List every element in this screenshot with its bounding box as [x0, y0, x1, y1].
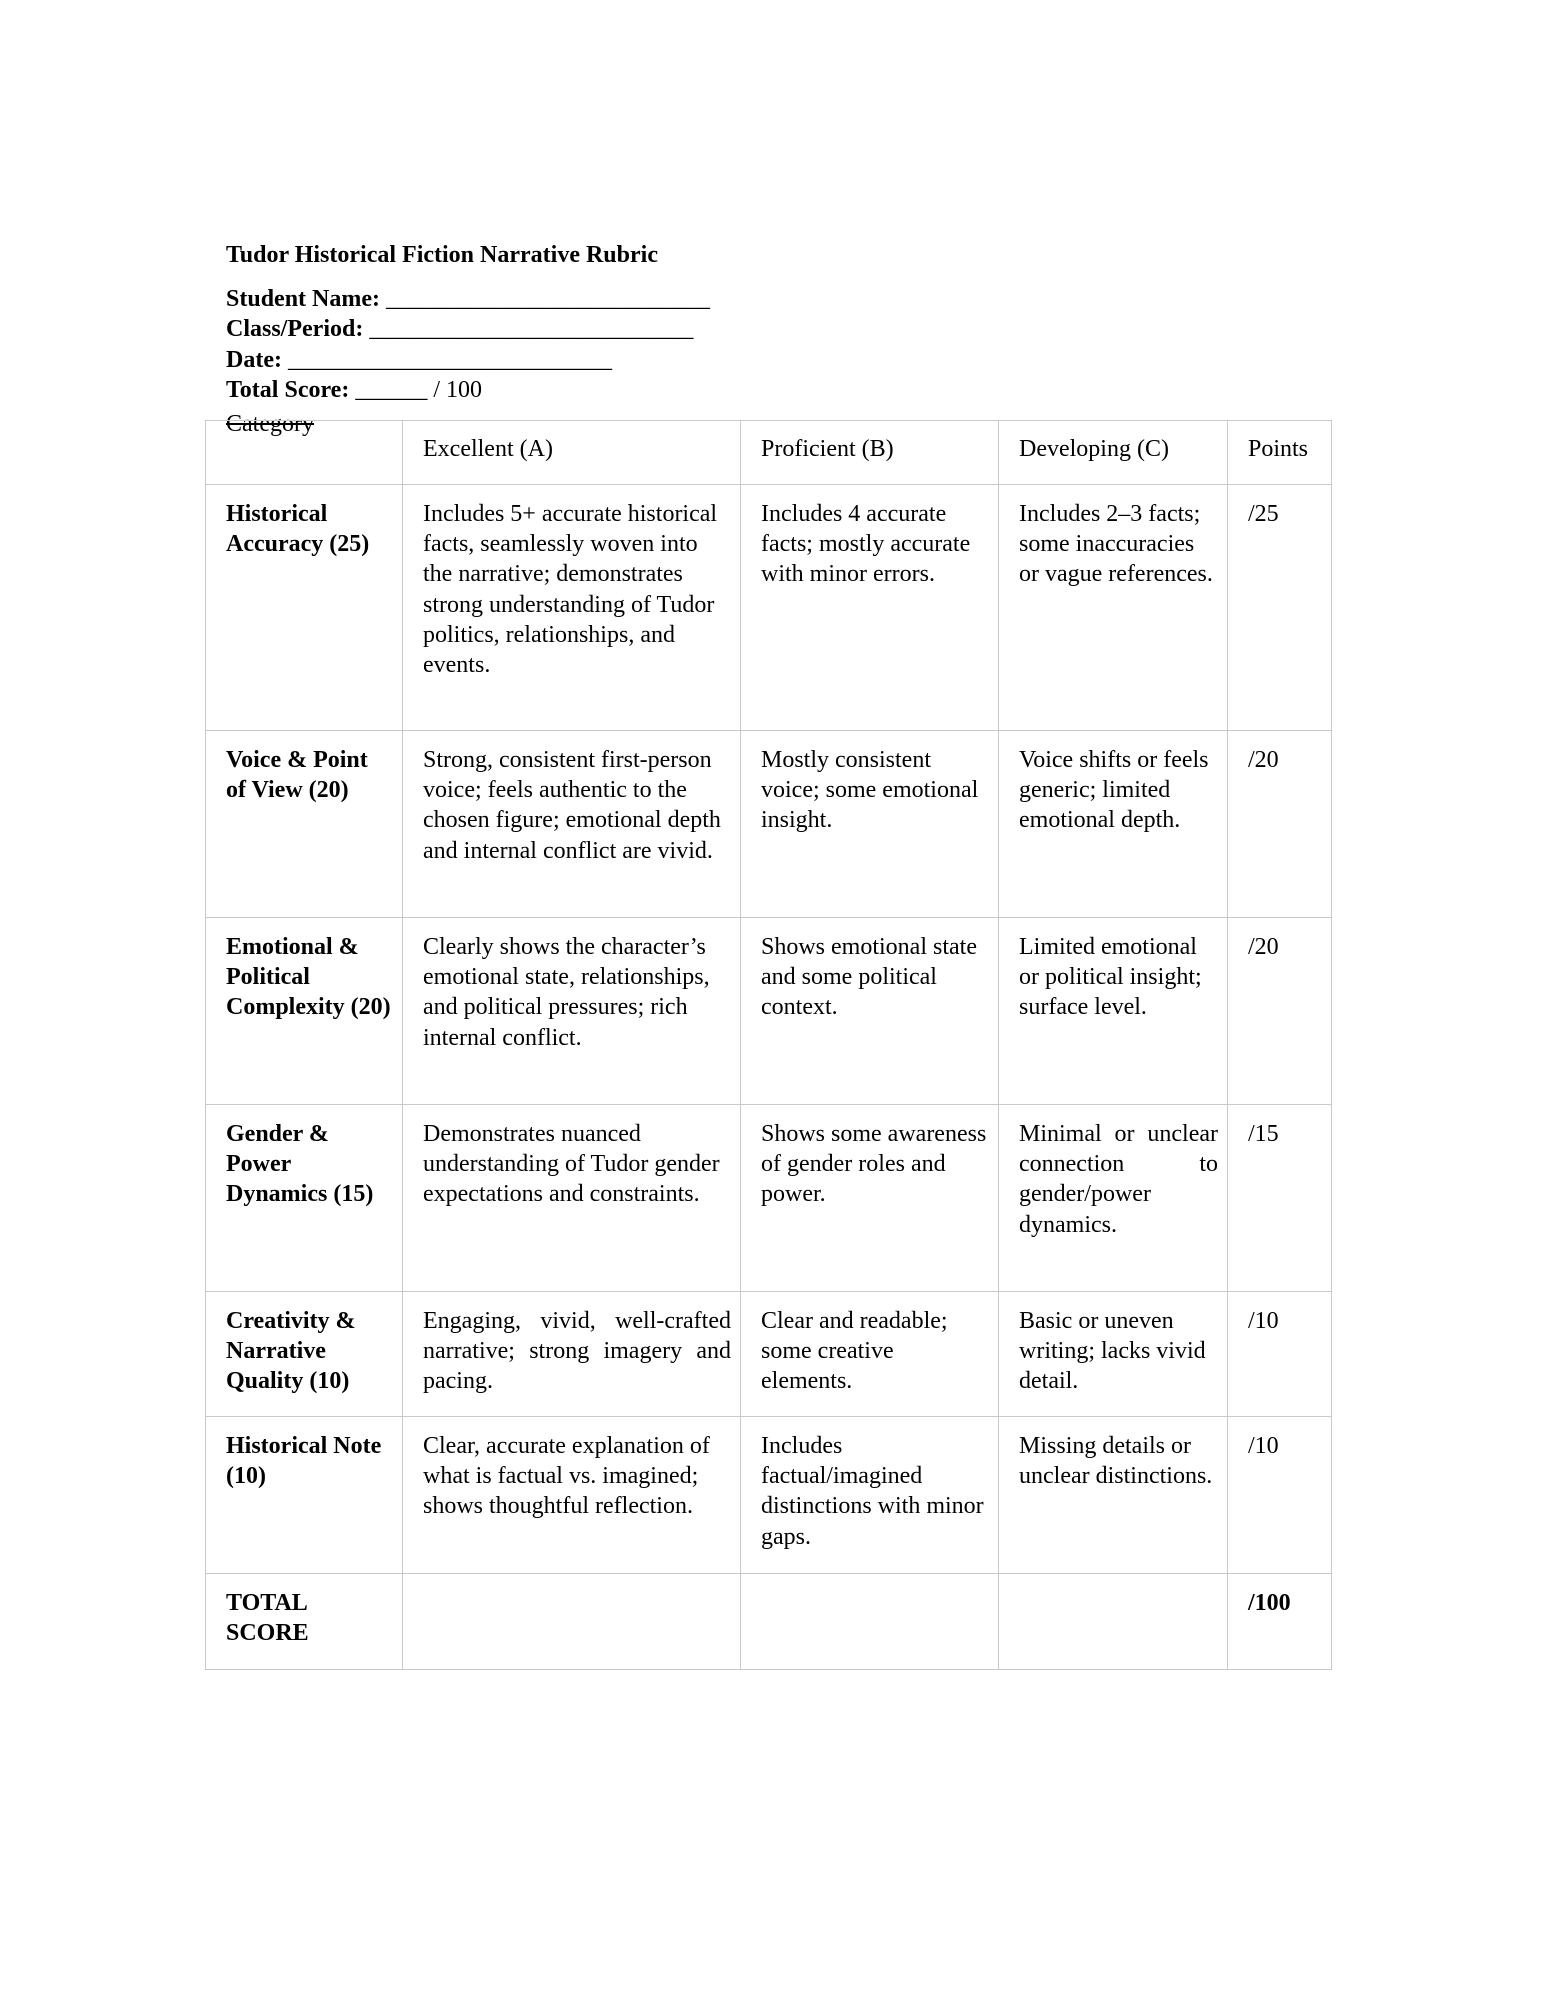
row-excellent: Demonstrates nuanced understanding of Tudor gender expectations and constraints. [403, 1105, 741, 1292]
row-developing: Includes 2–3 facts; some inaccuracies or vague references. [999, 485, 1228, 731]
header-excellent: Excellent (A) [403, 421, 741, 485]
total-proficient-empty [741, 1574, 999, 1670]
total-score-line [226, 375, 710, 406]
row-excellent: Clearly shows the character’s emotional state, relationships, and political pressures; rich internal conflict. [403, 918, 741, 1105]
table-total-row [206, 1574, 1332, 1670]
date-label: Date: [226, 346, 282, 373]
row-category: Voice & Point of View (20) [206, 731, 403, 918]
table-header-row [206, 421, 1332, 485]
student-name-label: Student Name: [226, 285, 380, 312]
row-points: /15 [1228, 1105, 1332, 1292]
row-excellent: Includes 5+ accurate historical facts, seamlessly woven into the narrative; demonstrates strong understanding of Tudor politics, relationships, and events. [403, 485, 741, 731]
header-category: Category [226, 411, 314, 437]
table-row [206, 918, 1332, 1105]
page-title: Tudor Historical Fiction Narrative Rubric [226, 242, 658, 268]
student-name-blank: ___________________________ [380, 285, 710, 312]
row-points: /20 [1228, 731, 1332, 918]
rubric-table [205, 420, 1332, 1670]
table-row [206, 1292, 1332, 1417]
row-points: /10 [1228, 1417, 1332, 1574]
table-row [206, 1105, 1332, 1292]
row-proficient: Mostly consistent voice; some emotional insight. [741, 731, 999, 918]
rubric-header [226, 240, 710, 406]
row-proficient: Shows some awareness of gender roles and power. [741, 1105, 999, 1292]
row-proficient: Shows emotional state and some political context. [741, 918, 999, 1105]
total-score-label: Total Score: [226, 377, 350, 403]
row-excellent: Strong, consistent first-person voice; feels authentic to the chosen figure; emotional depth and internal conflict are vivid. [403, 731, 741, 918]
row-category: Creativity & Narrative Quality (10) [206, 1292, 403, 1417]
date-blank: ___________________________ [281, 346, 612, 373]
total-excellent-empty [403, 1574, 741, 1670]
row-points: /10 [1228, 1292, 1332, 1417]
row-category: Emotional & Political Complexity (20) [206, 918, 403, 1105]
row-developing: Limited emotional or political insight; surface level. [999, 918, 1228, 1105]
total-score-row-label: TOTAL SCORE [206, 1574, 403, 1670]
total-points: /100 [1228, 1574, 1332, 1670]
header-points: Points [1228, 421, 1332, 485]
row-proficient: Clear and readable; some creative elements. [741, 1292, 999, 1417]
table-row [206, 731, 1332, 918]
row-points: /20 [1228, 918, 1332, 1105]
class-period-label: Class/Period: [226, 316, 364, 342]
row-category: Gender & Power Dynamics (15) [206, 1105, 403, 1292]
class-period-line [226, 314, 710, 345]
row-category: Historical Note (10) [206, 1417, 403, 1574]
header-category-cell [206, 421, 403, 485]
row-developing: Voice shifts or feels generic; limited emotional depth. [999, 731, 1228, 918]
table-row [206, 1417, 1332, 1574]
row-developing: Basic or uneven writing; lacks vivid detail. [999, 1292, 1228, 1417]
total-score-blank: ______ / 100 [349, 377, 482, 403]
student-name-line [226, 284, 710, 315]
date-line [226, 345, 710, 376]
row-excellent: Engaging, vivid, well-crafted narrative; strong imagery and pacing. [403, 1292, 741, 1417]
class-period-blank: ___________________________ [363, 316, 694, 342]
header-proficient: Proficient (B) [741, 421, 999, 485]
row-points: /25 [1228, 485, 1332, 731]
header-developing: Developing (C) [999, 421, 1228, 485]
table-row [206, 485, 1332, 731]
total-developing-empty [999, 1574, 1228, 1670]
row-developing: Minimal or unclear connection to gender/power dynamics. [999, 1105, 1228, 1292]
row-proficient: Includes 4 accurate facts; mostly accurate with minor errors. [741, 485, 999, 731]
row-developing: Missing details or unclear distinctions. [999, 1417, 1228, 1574]
row-proficient: Includes factual/imagined distinctions with minor gaps. [741, 1417, 999, 1574]
row-excellent: Clear, accurate explanation of what is factual vs. imagined; shows thoughtful reflection. [403, 1417, 741, 1574]
row-category: Historical Accuracy (25) [206, 485, 403, 731]
